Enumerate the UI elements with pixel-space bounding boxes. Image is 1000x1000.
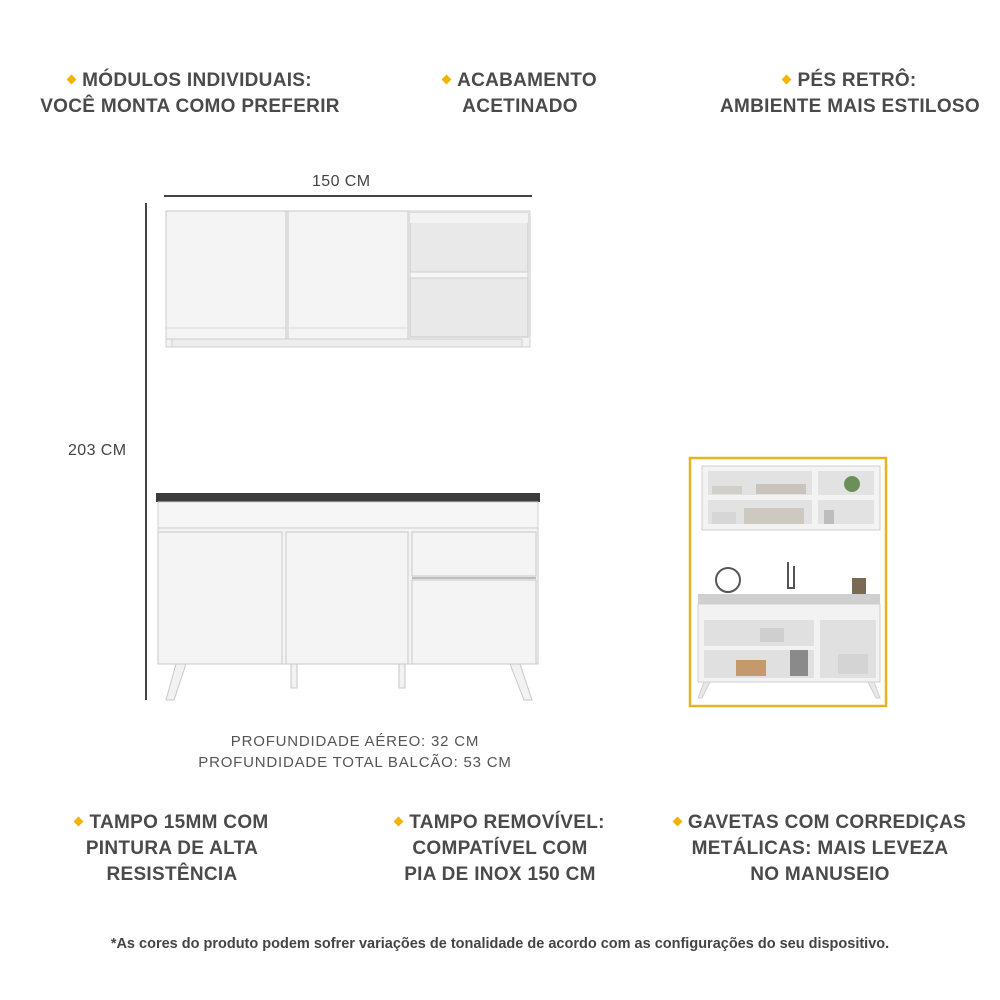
depth-info — [160, 731, 550, 773]
drawer-top — [412, 532, 536, 576]
feature-removable-top — [380, 810, 620, 888]
feature-countertop — [52, 810, 292, 888]
upper-door-center — [288, 211, 408, 339]
diamond-bullet-icon — [74, 817, 84, 827]
feature-finish-line2: ACETINADO — [462, 96, 578, 117]
feature-removable-top-line2: COMPATÍVEL COM — [412, 838, 588, 859]
feature-drawer-slides-line1: GAVETAS COM CORREDIÇAS — [687, 812, 967, 833]
base-cabinet — [156, 493, 540, 700]
feature-countertop-line3: RESISTÊNCIA — [106, 864, 238, 885]
foot-middle-right — [399, 664, 405, 688]
feature-modular-line2: VOCÊ MONTA COMO PREFERIR — [40, 96, 340, 117]
feature-removable-top-line1: TAMPO REMOVÍVEL: — [409, 812, 605, 833]
upper-cabinet — [166, 211, 530, 347]
feature-finish-line1: ACABAMENTO — [457, 70, 597, 91]
diamond-bullet-icon — [672, 817, 682, 827]
countertop — [156, 493, 540, 502]
base-door-center — [286, 532, 408, 664]
feature-modular-line1: MÓDULOS INDIVIDUAIS: — [82, 70, 312, 91]
depth-upper: PROFUNDIDADE AÉREO: 32 CM — [230, 733, 480, 750]
foot-left — [166, 664, 186, 700]
foot-right — [510, 664, 532, 700]
feature-removable-top-line3: PIA DE INOX 150 CM — [404, 864, 596, 885]
foot-middle-left — [291, 664, 297, 688]
color-disclaimer: *As cores do produto podem sofrer variações de tonalidade de acordo com as configurações do seu dispositivo. — [110, 936, 890, 952]
feature-retro-feet-line2: AMBIENTE MAIS ESTILOSO — [720, 96, 980, 117]
drawer-bottom — [412, 580, 536, 664]
feature-retro-feet-line1: PÉS RETRÔ: — [797, 70, 917, 91]
feature-countertop-line1: TAMPO 15MM COM — [89, 812, 269, 833]
depth-base: PROFUNDIDADE TOTAL BALCÃO: 53 CM — [198, 754, 512, 771]
feature-drawer-slides-line2: METÁLICAS: MAIS LEVEZA — [691, 838, 949, 859]
feature-drawer-slides — [660, 810, 980, 888]
diamond-bullet-icon — [394, 817, 404, 827]
kitchen-photo-thumbnail — [690, 458, 886, 706]
base-door-left — [158, 532, 282, 664]
feature-countertop-line2: PINTURA DE ALTA — [85, 838, 259, 859]
width-dimension-label: 150 CM — [312, 173, 371, 190]
upper-door-left — [166, 211, 286, 339]
feature-drawer-slides-line3: NO MANUSEIO — [750, 864, 890, 885]
height-dimension-label: 203 CM — [68, 442, 127, 459]
